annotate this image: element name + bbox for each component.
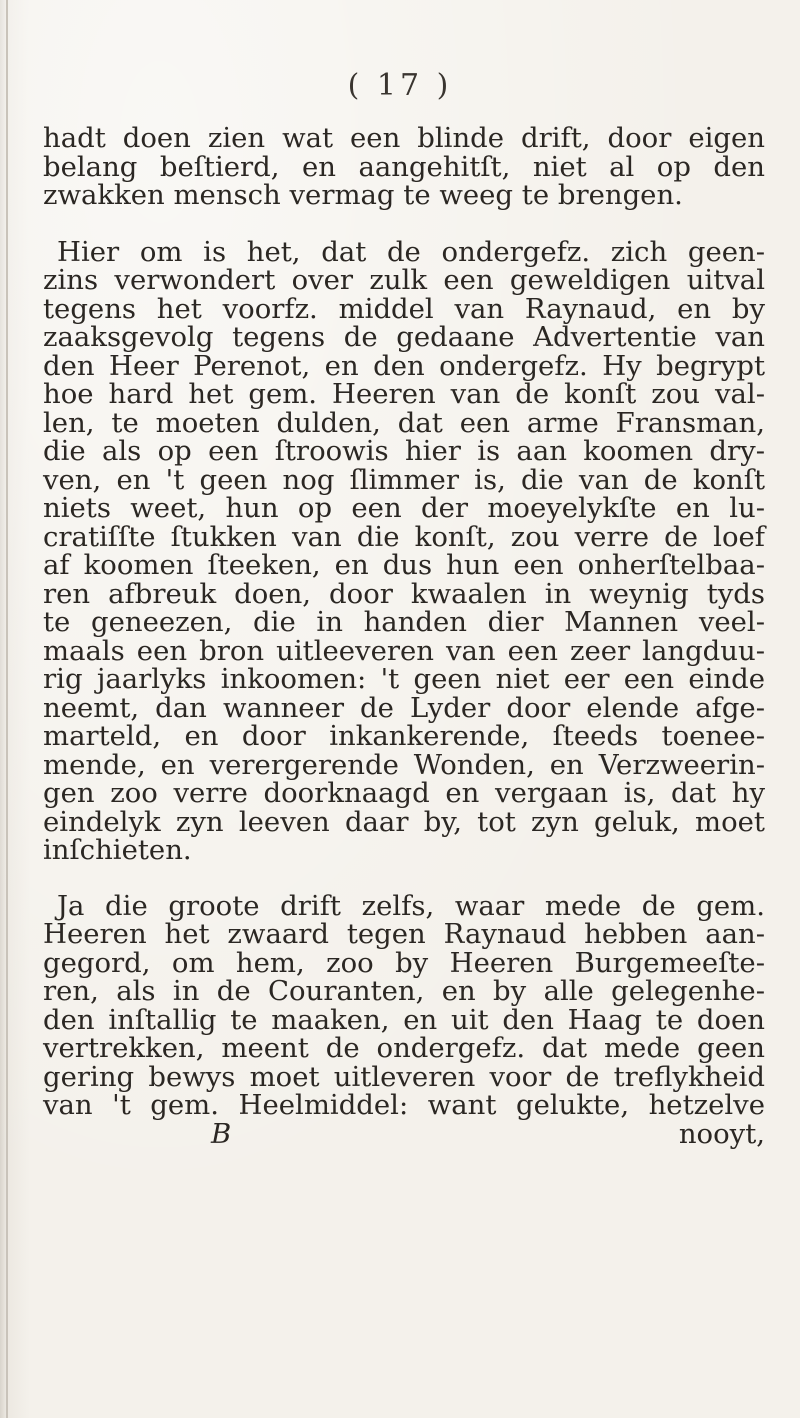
text-line: zwakken mensch vermag te weeg te brengen. <box>43 179 683 211</box>
text-line: hadt doen zien wat een blinde drift, door eigen <box>43 122 765 154</box>
text-line: zins verwondert over zulk een geweldigen uitval <box>43 264 765 296</box>
paragraph-spacing <box>43 865 765 892</box>
text-line: van 't gem. Heelmiddel: want gelukte, hetzelve <box>43 1089 765 1121</box>
text-line: belang beſtierd, en aangehitſt, niet al op den <box>43 150 765 183</box>
text-line: eindelyk zyn leeven daar by, tot zyn geluk, moet <box>43 805 765 838</box>
text-line: marteld, en door inkankerende, ſteeds toenee- <box>43 720 765 752</box>
text-line: die als op een ſtroowis hier is aan koomen dry- <box>43 435 765 467</box>
text-line: gegord, om hem, zoo by Heeren Burgemeeſte- <box>43 946 765 979</box>
paragraph-1 <box>43 124 765 210</box>
page-footer <box>43 1117 765 1150</box>
text-line: den inſtallig te maaken, en uit den Haag te doen <box>43 1003 765 1036</box>
paragraph-3 <box>43 889 765 1121</box>
text-line: niets weet, hun op een der moeyelykſte en lu- <box>43 492 765 524</box>
text-line: len, te moeten dulden, dat een arme Fransman, <box>43 406 765 439</box>
text-line: gering bewys moet uitleveren voor de treflykheid <box>43 1060 765 1093</box>
text-line: neemt, dan wanneer de Lyder door elende afge- <box>43 691 765 724</box>
text-line: mende, en verergerende Wonden, en Verzweerin- <box>43 748 765 781</box>
text-line: Hier om is het, dat de ondergefz. zich geen- <box>57 235 765 268</box>
text-line: vertrekken, meent de ondergefz. dat mede geen <box>43 1032 765 1064</box>
page-gutter <box>6 0 8 1418</box>
text-line: ren afbreuk doen, door kwaalen in weynig tyds <box>43 577 765 610</box>
catchword: nooyt, <box>678 1117 765 1150</box>
paragraph-2 <box>43 235 765 866</box>
text-line: tegens het voorfz. middel van Raynaud, en by <box>43 292 765 325</box>
text-line: Ja die groote drift zelfs, waar mede de gem. <box>57 889 765 922</box>
text-line: zaaksgevolg tegens de gedaane Advertentie van <box>43 321 765 353</box>
paragraph-spacing <box>43 210 765 238</box>
text-line: Heeren het zwaard tegen Raynaud hebben aan- <box>43 918 765 950</box>
text-line: den Heer Perenot, en den ondergefz. Hy begrypt <box>43 349 765 382</box>
signature-mark: B <box>211 1117 232 1150</box>
text-line: cratiſſte ſtukken van die konſt, zou verre de loef <box>43 520 765 553</box>
text-line: hoe hard het gem. Heeren van de konſt zou val- <box>43 378 765 410</box>
text-line: gen zoo verre doorknaagd en vergaan is, dat hy <box>43 777 765 809</box>
text-line: ven, en 't geen nog ſlimmer is, die van de konſt <box>43 463 765 496</box>
text-line: rig jaarlyks inkoomen: 't geen niet eer een einde <box>43 663 765 695</box>
text-line: maals een bron uitleeveren van een zeer langduu- <box>43 634 765 667</box>
text-line: inſchieten. <box>43 834 192 866</box>
text-line: af koomen ſteeken, en dus hun een onherſtelbaa- <box>43 549 765 581</box>
body-text <box>43 124 765 1148</box>
text-line: ren, als in de Couranten, en by alle gelegenhe- <box>43 975 765 1007</box>
text-line: te geneezen, die in handen dier Mannen veel- <box>43 606 765 638</box>
page-number: ( 17 ) <box>347 68 453 103</box>
